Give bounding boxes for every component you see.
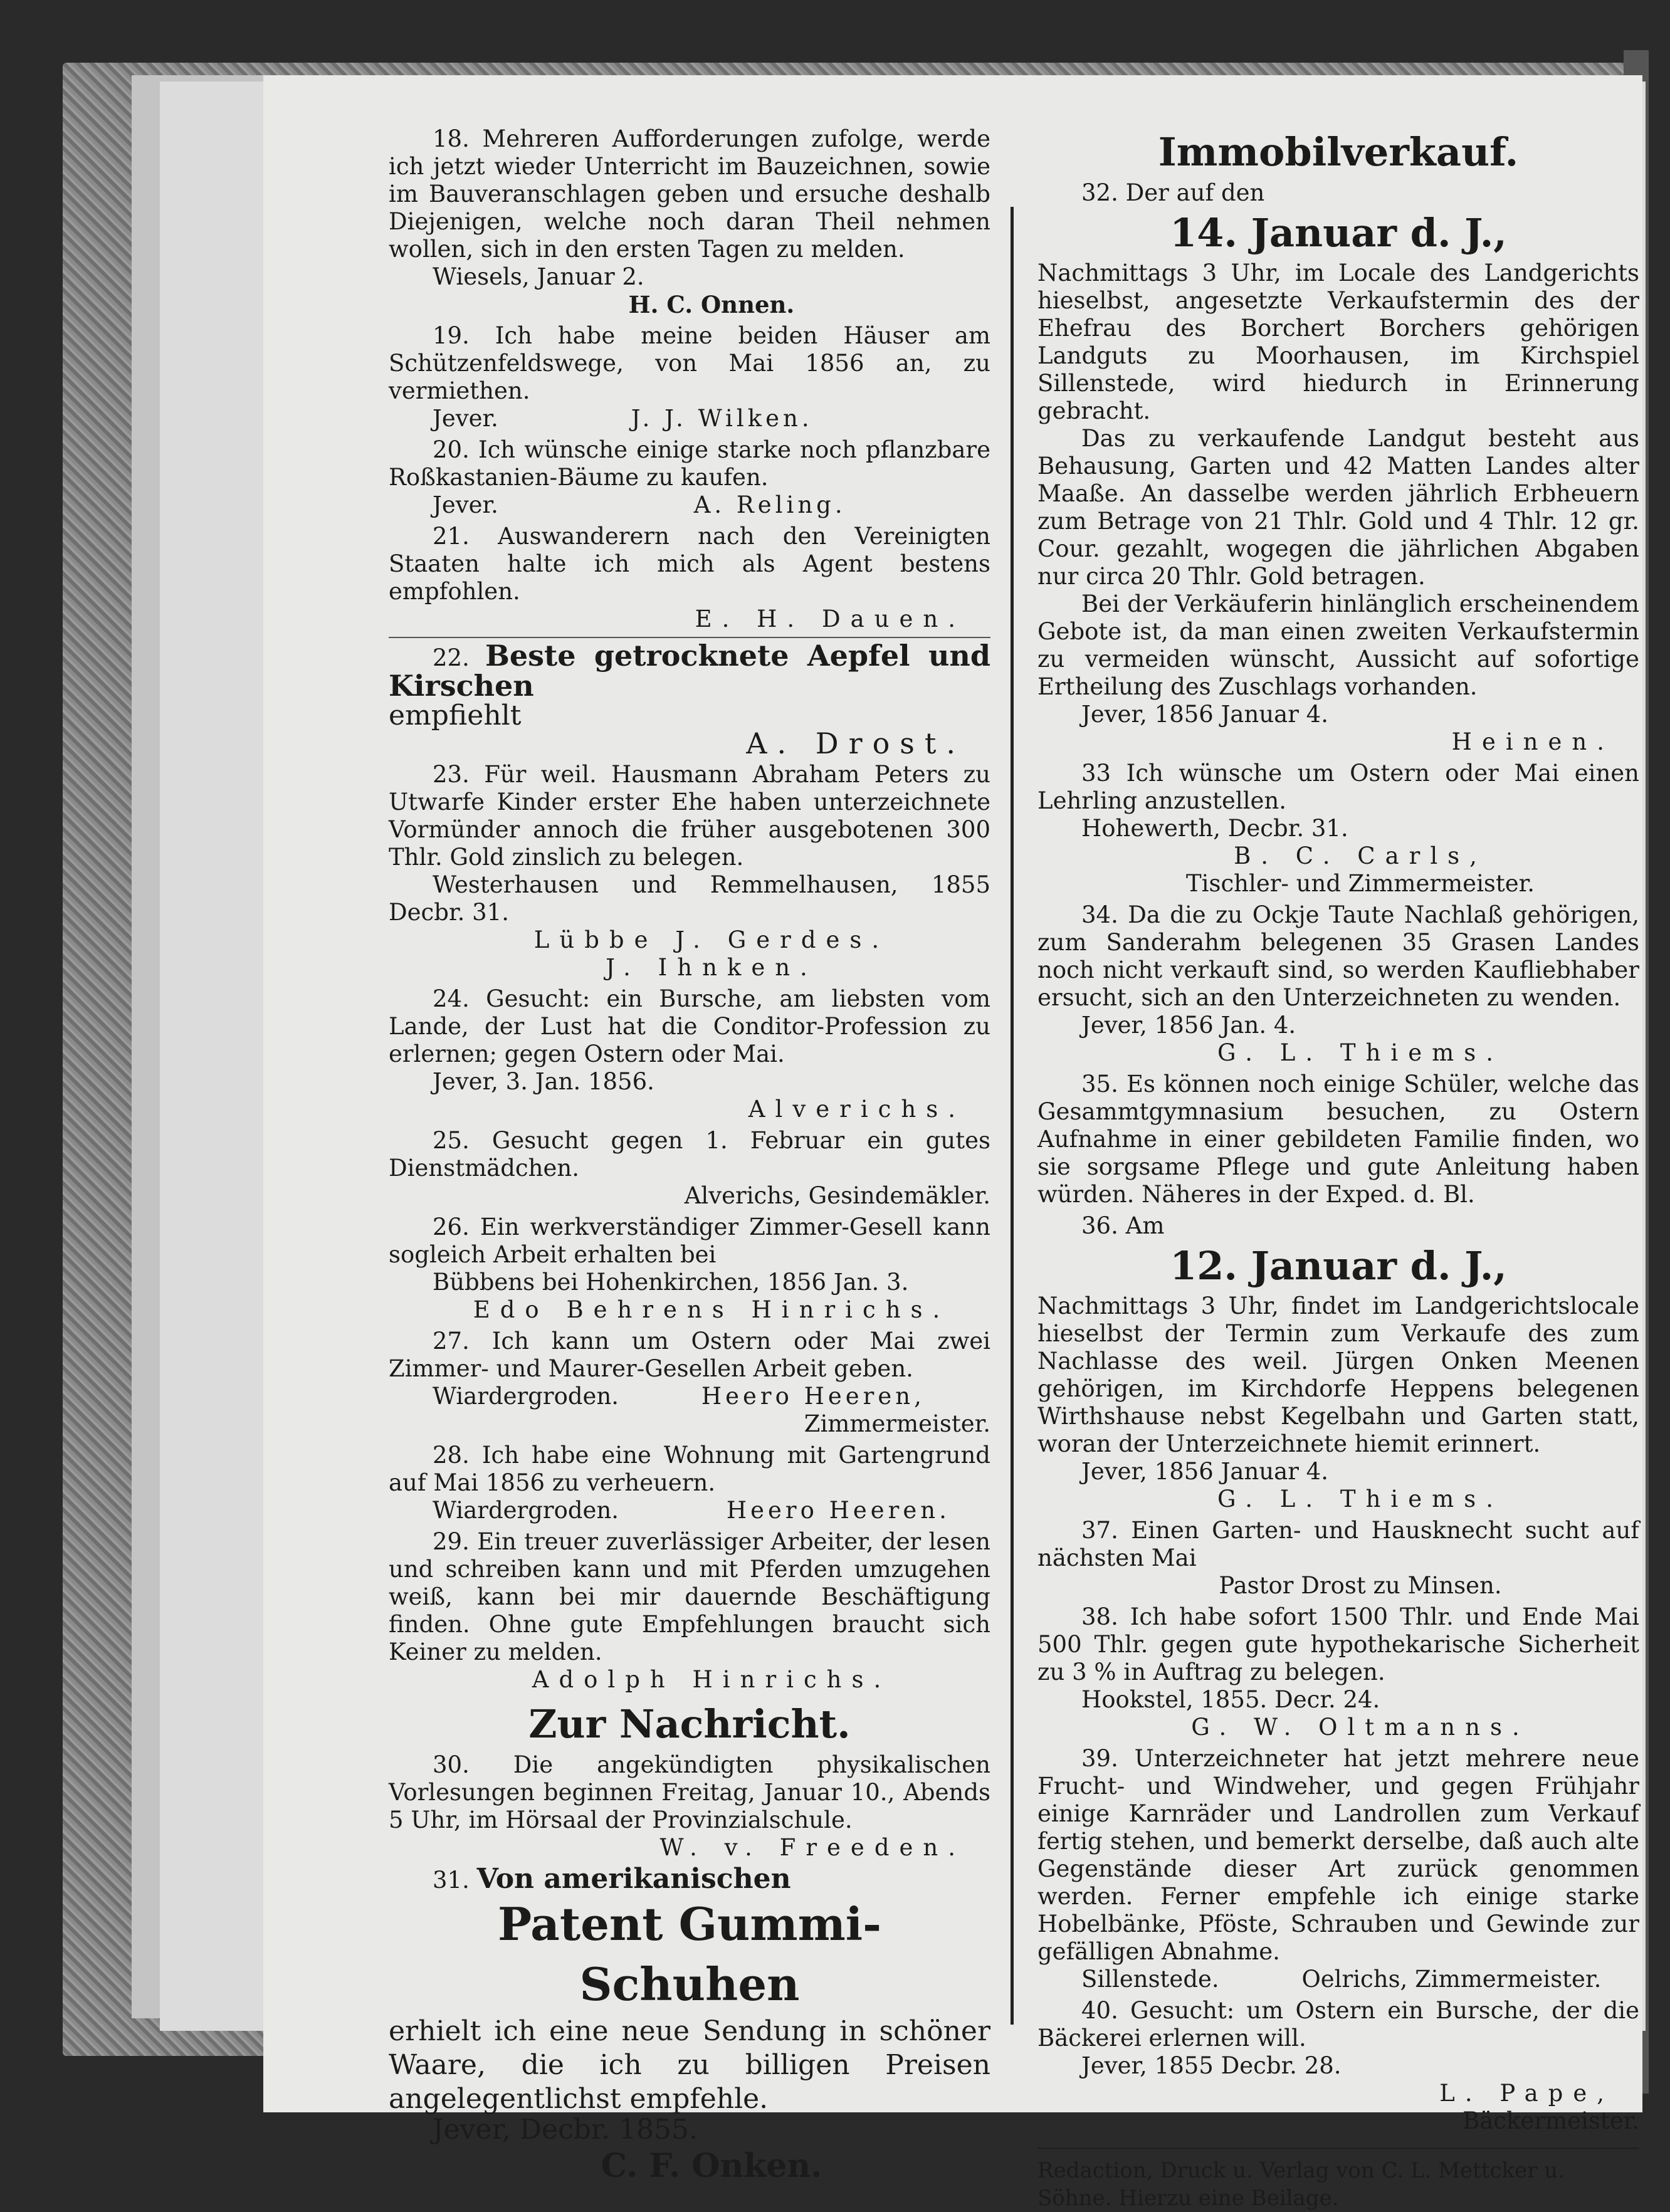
left-column xyxy=(389,125,990,2193)
notice-40: 40. Gesucht: um Ostern ein Bursche, der die Bäckerei erlernen will. Jever, 1855 Decbr. 28. L. Pape, Bäckermeister. xyxy=(1037,1997,1640,2134)
notice-22: 22. Beste getrocknete Aepfel und Kirschen empfiehlt A. Drost. xyxy=(389,637,990,757)
notice-19: 19. Ich habe meine beiden Häuser am Schützenfeldswege, von Mai 1856 an, zu vermiethen. Jever. J. J. Wilken. xyxy=(389,322,991,432)
section-heading-immobilverkauf: Immobilverkauf. xyxy=(1158,129,1519,175)
notice-37: 37. Einen Garten- und Hausknecht sucht auf nächsten Mai Pastor Drost zu Minsen. xyxy=(1037,1517,1639,1599)
column-divider xyxy=(1011,207,1014,2025)
notice-36: 36. Am 12. Januar d. J., Nachmittags 3 Uhr, findet im Landgerichtslocale hieselbst der Termin zum Verkaufe des zum Nachlasse des weil. Jürgen Onken Meenen gehörigen, im Kirchdorfe Heppens belegenen Wirthshause nebst Kegelbahn und Garten statt, woran der Unterzeichnete hiemit erinnert. Jever, 1856 Januar 4. G. L. Thiems. xyxy=(1037,1212,1639,1512)
imprint-footer: Redaction, Druck u. Verlag von C. L. Mettcker u. Söhne. Hierzu eine Beilage. xyxy=(1037,2147,1639,2212)
notice-28: 28. Ich habe eine Wohnung mit Gartengrund auf Mai 1856 zu verheuern. Wiardergroden. Heero Heeren. xyxy=(389,1442,990,1524)
notice-39: 39. Unterzeichneter hat jetzt mehrere neue Frucht- und Windweher, und gegen Frühjahr einige Karnräder und Landrollen zum Verkauf fertig stehen, und bemerkt derselbe, daß auch alte Gegenstände dieser Art zurück genommen werden. Ferner empfehle ich einige starke Hobelbänke, Pföste, Schrauben und Gewinde zur gefälligen Abnahme. Sillenstede. Oelrichs, Zimmermeister. xyxy=(1037,1745,1640,1993)
notice-33: 33 Ich wünsche um Ostern oder Mai einen Lehrling anzustellen. Hohewerth, Decbr. 31. B. C. Carls, Tischler- und Zimmermeister. xyxy=(1037,760,1639,897)
notice-23: 23. Für weil. Hausmann Abraham Peters zu Utwarfe Kinder erster Ehe haben unterzeichnete Vormünder annoch die früher ausgebotenen 300 Thlr. Gold zinslich zu belegen. Westerhausen und Remmelhausen, 1855 Decbr. 31. Lübbe J. Gerdes. J. Ihnken. xyxy=(389,761,990,981)
notice-38: 38. Ich habe sofort 1500 Thlr. und Ende Mai 500 Thlr. gegen gute hypothekarische Sicherheit zu 3 % in Auftrag zu belegen. Hookstel, 1855. Decr. 24. G. W. Oltmanns. xyxy=(1037,1603,1640,1741)
notice-25: 25. Gesucht gegen 1. Februar ein gutes Dienstmädchen. Alverichs, Gesindemäkler. xyxy=(389,1127,990,1209)
notice-20: 20. Ich wünsche einige starke noch pflanzbare Roßkastanien-Bäume zu kaufen. Jever. A. Reling. xyxy=(389,436,990,518)
notice-29: 29. Ein treuer zuverlässiger Arbeiter, der lesen und schreiben kann und mit Pferden umzugehen weiß, kann bei mir dauernde Beschäftigung finden. Ohne gute Empfehlungen braucht sich Keiner zu melden. Adolph Hinrichs. xyxy=(389,1528,990,1693)
notice-35: 35. Es können noch einige Schüler, welche das Gesammtgymnasium besuchen, zu Ostern Aufnahme in einer gebildeten Familie finden, wo sie sorgsame Pflege und gute Anleitung haben würden. Näheres in der Exped. d. Bl. xyxy=(1037,1071,1640,1208)
notice-32: 32. Der auf den 14. Januar d. J., Nachmittags 3 Uhr, im Locale des Landgerichts hieselbst, angesetzte Verkaufstermin des der Ehefrau des Borchert Borchers gehörigen Landguts zu Moorhausen, im Kirchspiel Sillenstede, wird hiedurch in Erinnerung gebracht. Das zu verkaufende Landgut besteht aus Behausung, Garten und 42 Matten Landes alter Maaße. An dasselbe werden jährlich Erbheuern zum Betrage von 21 Thlr. Gold und 4 Thlr. 12 gr. Cour. gezahlt, wogegen die jährlichen Abgaben nur circa 20 Thlr. Gold betragen. Bei der Verkäuferin hinlänglich erscheinendem Gebote ist, da man einen zweiten Verkaufstermin zu vermeiden wünscht, Aussicht auf sofortige Ertheilung des Zuschlags vorhanden. Jever, 1856 Januar 4. Heinen. xyxy=(1037,179,1639,755)
notice-27: 27. Ich kann um Ostern oder Mai zwei Zimmer- und Maurer-Gesellen Arbeit geben. Wiardergroden. Heero Heeren, Zimmermeister. xyxy=(389,1328,990,1437)
section-heading-nachricht: Zur Nachricht. xyxy=(528,1701,851,1747)
notice-26: 26. Ein werkverständiger Zimmer-Gesell kann sogleich Arbeit erhalten bei Bübbens bei Hohenkirchen, 1856 Jan. 3. Edo Behrens Hinrichs. xyxy=(389,1213,990,1323)
notice-21: 21. Auswanderern nach den Vereinigten Staaten halte ich mich als Agent bestens empfohlen. E. H. Dauen. xyxy=(389,523,990,632)
notice-18: 18. Mehreren Aufforderungen zufolge, werde ich jetzt wieder Unterricht im Bauzeichnen, sowie im Bauveranschlagen geben und ersuche deshalb Diejenigen, welche noch daran Theil nehmen wollen, sich in den ersten Tagen zu melden. Wiesels, Januar 2. H. C. Onnen. xyxy=(389,125,990,318)
notice-30: 30. Die angekündigten physikalischen Vorlesungen beginnen Freitag, Januar 10., Abends 5 Uhr, im Hörsaal der Provinzialschule. W. v. Freeden. xyxy=(389,1751,990,1861)
notice-31: 31. Von amerikanischen Patent Gummi-Schuhen erhielt ich eine neue Sendung in schöner Waare, die ich zu billigen Preisen angelegentlichst empfehle. Jever, Decbr. 1855. C. F. Onken. xyxy=(389,1863,990,2185)
notice-34: 34. Da die zu Ockje Taute Nachlaß gehörigen, zum Sanderahm belegenen 35 Grasen Landes noch nicht verkauft sind, so werden Kaufliebhaber ersucht, sich an den Unterzeichneten zu wenden. Jever, 1856 Jan. 4. G. L. Thiems. xyxy=(1037,901,1640,1066)
notice-24: 24. Gesucht: ein Bursche, am liebsten vom Lande, der Lust hat die Conditor-Profession zu erlernen; gegen Ostern oder Mai. Jever, 3. Jan. 1856. Alverichs. xyxy=(389,985,990,1123)
right-column xyxy=(1037,125,1639,2212)
